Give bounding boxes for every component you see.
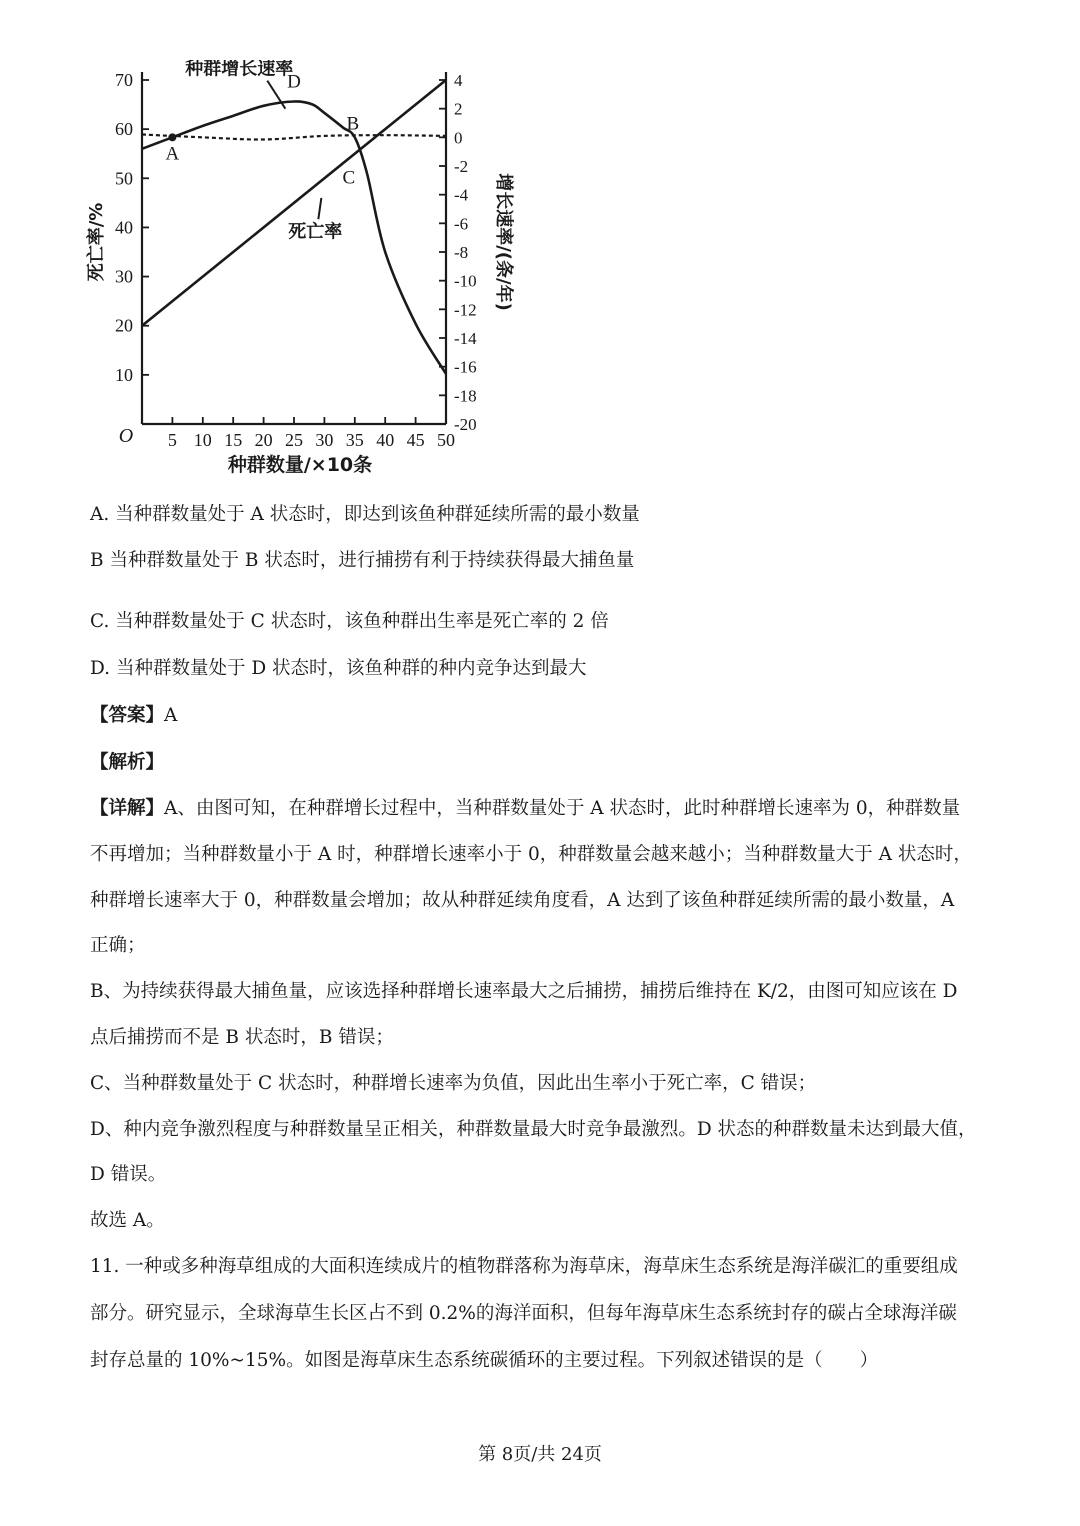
y-right-tick-label: -6 [454, 214, 469, 234]
y-right-tick-label: 0 [454, 128, 463, 148]
y-left-tick-label: 60 [115, 119, 133, 140]
y-right-tick-label: -16 [454, 357, 477, 377]
option-a-letter: A. [90, 504, 110, 525]
answer-line [90, 701, 177, 727]
question-text: 部分。研究显示，全球海草生长区占不到 0.2%的海洋面积，但每年海草床生态系统封存的碳占全球海洋碳 [90, 1303, 957, 1324]
option-d [90, 654, 587, 680]
analysis-tag-text: 【解析】 [90, 752, 165, 773]
option-a-text: 当种群数量处于 A 状态时，即达到该鱼种群延续所需的最小数量 [115, 504, 640, 525]
y-axis-right-label: 增长速率/(条/年) [493, 173, 514, 311]
point-label-d: D [287, 71, 301, 93]
y-axis-left-label: 死亡率/% [86, 202, 107, 282]
question-11-line-3 [90, 1346, 878, 1372]
y-right-tick-label: -20 [454, 415, 477, 434]
annotation-mortality: 死亡率 [288, 221, 343, 243]
option-d-text: 当种群数量处于 D 状态时，该鱼种群的种内竞争达到最大 [115, 658, 587, 679]
question-text: 11. 一种或多种海草组成的大面积连续成片的植物群落称为海草床，海草床生态系统是海洋碳汇的重要组成 [90, 1256, 958, 1277]
option-b-text: 当种群数量处于 B 状态时，进行捕捞有利于持续获得最大捕鱼量 [109, 550, 635, 571]
detail-line-1 [90, 794, 960, 820]
annotation-growth-rate: 种群增长速率 [185, 60, 294, 80]
detail-text: 种群增长速率大于 0，种群数量会增加；故从种群延续角度看，A 达到了该鱼种群延续所需的最小数量，A [90, 890, 955, 911]
x-tick-label: 25 [285, 430, 303, 450]
x-tick-label: 5 [167, 430, 177, 450]
option-a [90, 500, 640, 526]
detail-line-8 [90, 1115, 977, 1141]
series-line-2 [142, 134, 446, 139]
detail-tag: 【详解】 [90, 798, 165, 819]
option-c-text: 当种群数量处于 C 状态时，该鱼种群出生率是死亡率的 2 倍 [115, 611, 609, 632]
analysis-tag [90, 748, 164, 774]
y-left-tick-label: 10 [115, 364, 133, 385]
y-right-tick-label: -8 [454, 243, 469, 262]
option-d-letter: D. [90, 658, 111, 679]
detail-text: 正确； [90, 935, 146, 956]
option-b-letter: B [90, 550, 104, 571]
y-right-tick-label: -4 [454, 185, 469, 205]
y-right-tick-label: -10 [454, 271, 477, 291]
y-right-tick-label: 4 [454, 71, 463, 90]
x-tick-label: 10 [193, 430, 212, 450]
y-left-tick-label: 70 [115, 70, 133, 90]
detail-line-3 [90, 886, 954, 912]
detail-text: 不再增加；当种群数量小于 A 时，种群增长速率小于 0，种群数量会越来越小；当种群数量大于 A 状态时， [90, 844, 972, 865]
annotation-mortality-leader [318, 198, 321, 219]
detail-text: 故选 A。 [90, 1210, 165, 1231]
point-a-marker [168, 133, 176, 141]
detail-text: B、为持续获得最大捕鱼量，应该选择种群增长速率最大之后捕捞，捕捞后维持在 K/2，由图可知应该在 D [90, 981, 958, 1002]
y-right-tick-label: -12 [454, 300, 477, 320]
detail-line-2 [90, 840, 972, 866]
detail-line-7 [90, 1069, 816, 1095]
x-tick-label: 40 [376, 430, 395, 450]
answer-tag: 【答案】 [90, 705, 165, 726]
detail-text: D、种内竞争激烈程度与种群数量呈正相关，种群数量最大时竞争最激烈。D 状态的种群数量未达到最大值， [90, 1119, 977, 1140]
x-tick-label: 50 [437, 430, 455, 450]
point-label-a: A [165, 143, 180, 165]
page-footer: 第 8页/共 24页 [478, 1444, 602, 1465]
answer-value: A [164, 705, 178, 726]
y-left-tick-label: 40 [115, 217, 133, 238]
question-11-line-1 [90, 1252, 958, 1278]
x-tick-label: 15 [224, 430, 243, 450]
y-right-tick-label: -18 [454, 386, 477, 406]
option-c [90, 607, 609, 633]
question-text: 封存总量的 10%~15%。如图是海草床生态系统碳循环的主要过程。下列叙述错误的是（ ） [90, 1350, 879, 1371]
x-tick-label: 35 [345, 430, 364, 450]
y-left-tick-label: 50 [115, 168, 133, 189]
detail-text: 点后捕捞而不是 B 状态时，B 错误； [90, 1027, 394, 1048]
chart-svg [78, 60, 518, 488]
population-chart [78, 60, 518, 488]
detail-line-9 [90, 1160, 166, 1186]
y-right-tick-label: 2 [454, 99, 463, 119]
question-11-line-2 [90, 1299, 957, 1325]
point-label-c: C [342, 167, 356, 189]
point-label-b: B [346, 113, 360, 135]
detail-line-10 [90, 1206, 165, 1232]
option-b [90, 546, 634, 572]
x-tick-label: 30 [315, 430, 334, 450]
detail-text: C、当种群数量处于 C 状态时，种群增长速率为负值，因此出生率小于死亡率，C 错误； [90, 1073, 817, 1094]
origin-label: O [118, 425, 134, 447]
x-axis-label: 种群数量/×10条 [227, 454, 373, 476]
detail-line-6 [90, 1023, 394, 1049]
detail-line-4 [90, 931, 146, 957]
y-right-tick-label: -14 [454, 329, 477, 348]
x-tick-label: 20 [254, 430, 273, 450]
detail-text: A、由图可知，在种群增长过程中，当种群数量处于 A 状态时，此时种群增长速率为 0，种群数量 [164, 798, 961, 819]
y-left-tick-label: 30 [115, 266, 133, 287]
detail-text: D 错误。 [90, 1164, 167, 1185]
detail-line-5 [90, 977, 958, 1003]
y-right-tick-label: -2 [454, 157, 469, 176]
option-c-letter: C. [90, 611, 110, 632]
x-tick-label: 45 [406, 430, 425, 450]
y-left-tick-label: 20 [115, 315, 133, 336]
